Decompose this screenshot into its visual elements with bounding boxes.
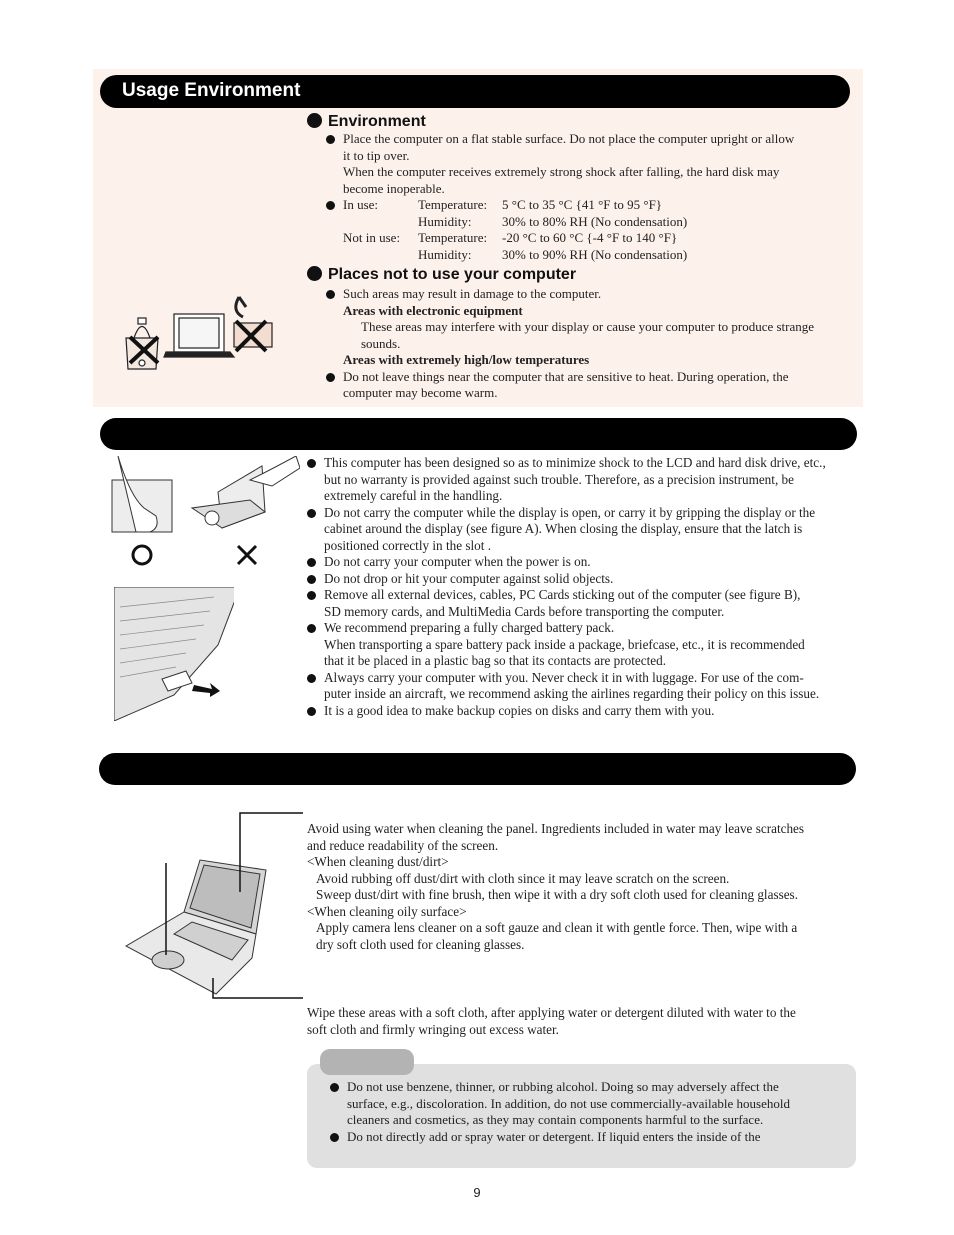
panel-cleaning-text: Avoid using water when cleaning the panel. Ingredients included in water may leave scratches and reduce readability of the screen. <When cleaning dust/dirt> Avoid rubbing off dust/dirt with cloth since it may leave scratch on the screen. Sweep dust/dirt with fine brush, then wipe it with a dry soft cloth used for cleaning glasses. <When cleaning oily surface> Apply camera lens cleaner on a soft gauze and clean it with gentle force. Then, wipe with a dry soft cloth used for cleaning glasses. [307, 821, 805, 952]
transport-banner [100, 418, 857, 450]
list-item: It is a good idea to make backup copies on disks and carry them with you. [306, 703, 859, 720]
list-item: Always carry your computer with you. Never check it in with luggage. For use of the com- [306, 670, 859, 687]
list-item: Place the computer on a flat stable surface. Do not place the computer upright or allow [323, 131, 858, 148]
not-in-use-spec: Not in use: Temperature: -20 °C to 60 °C {-4 °F to 140 °F} [343, 230, 678, 245]
ok-icon [133, 546, 151, 564]
environment-heading: Environment [307, 113, 426, 131]
subheading: Areas with extremely high/low temperatures [343, 352, 590, 367]
list-item: Do not carry your computer when the power is on. [306, 554, 859, 571]
subheading: Areas with electronic equipment [343, 302, 523, 318]
cross-icon [238, 546, 256, 564]
places-text: Such areas may result in damage to the computer. Areas with electronic equipment These areas may interfere with your display or cause your computer to produce strange sounds. Areas with extremely high/low temperatures Do not leave things near the computer that are sensitive to heat. During operation, the computer may become warm. [323, 286, 858, 402]
in-use-spec: In use: Temperature: 5 °C to 35 °C {41 °F to 95 °F} [323, 197, 858, 214]
environment-text: Place the computer on a flat stable surface. Do not place the computer upright or allow it to tip over. When the computer receives extremely strong shock after falling, the hard disk may become inoperable. In use: Temperature: 5 °C to 35 °C {41 °F to 95 °F} Humidity: 30% to 80% RH (No condensation) Not in use: Temperature: -20 °C to 60 °C {-4 °F to 140 °F} Humidity: 30% to 90% RH (No condensation) [323, 131, 858, 263]
list-item: Do not directly add or spray water or detergent. If liquid enters the inside of the [329, 1129, 849, 1146]
cleaning-banner [99, 753, 856, 785]
list-item: Such areas may result in damage to the computer. [323, 286, 858, 303]
list-item: We recommend preparing a fully charged battery pack. [306, 620, 859, 637]
laptop-cleaning-illustration [120, 810, 305, 1002]
bullet-icon [307, 266, 322, 281]
list-item: Do not drop or hit your computer against solid objects. [306, 571, 859, 588]
carrying-illustration [100, 456, 300, 572]
list-item: Do not carry the computer while the display is open, or carry it by gripping the display or the [306, 505, 859, 522]
list-item: Remove all external devices, cables, PC Cards sticking out of the computer (see figure B), [306, 587, 859, 604]
electronic-devices-illustration [118, 293, 278, 373]
list-item: Do not leave things near the computer that are sensitive to heat. During operation, the [323, 369, 858, 386]
caution-tab [320, 1049, 414, 1075]
section-title: Usage Environment [122, 80, 301, 101]
list-item: This computer has been designed so as to minimize shock to the LCD and hard disk drive, etc., [306, 455, 859, 472]
body-cleaning-text: Wipe these areas with a soft cloth, after applying water or detergent diluted with water to the soft cloth and firmly wringing out excess water. [307, 1005, 796, 1037]
bullet-icon [307, 113, 322, 128]
list-item: Do not use benzene, thinner, or rubbing alcohol. Doing so may adversely affect the [329, 1079, 849, 1096]
places-heading: Places not to use your computer [307, 266, 576, 284]
usage-environment-banner [100, 75, 850, 108]
caution-text: Do not use benzene, thinner, or rubbing alcohol. Doing so may adversely affect the surface, e.g., discoloration. In addition, do not use commercially-available household cleaners and cosmetics, as they may contain components harmful to the surface. Do not directly add or spray water or detergent. If liquid enters the inside of the [329, 1079, 849, 1145]
page-number: 9 [473, 1185, 481, 1200]
transport-text: This computer has been designed so as to minimize shock to the LCD and hard disk drive, etc., but no warranty is provided against such trouble. Therefore, as a precision instrument, be extremely careful in the handling. Do not carry the computer while the display is open, or carry it by gripping the display or the cabinet around the display (see figure A). When closing the display, ensure that the latch is positioned correctly in the slot . Do not carry your computer when the power is on. Do not drop or hit your computer against solid objects. Remove all external devices, cables, PC Cards sticking out of the computer (see figure B), SD memory cards, and MultiMedia Cards before transporting the computer. We recommend preparing a fully charged battery pack. When transporting a spare battery pack inside a package, briefcase, etc., it is recommended that it be placed in a plastic bag so that its contacts are protected. Always carry your computer with you. Never check it in with luggage. For use of the com- puter inside an aircraft, we recommend asking the airlines regarding their policy on this issue. It is a good idea to make backup copies on disks and carry them with you. [306, 455, 859, 719]
pc-card-illustration [114, 587, 234, 721]
